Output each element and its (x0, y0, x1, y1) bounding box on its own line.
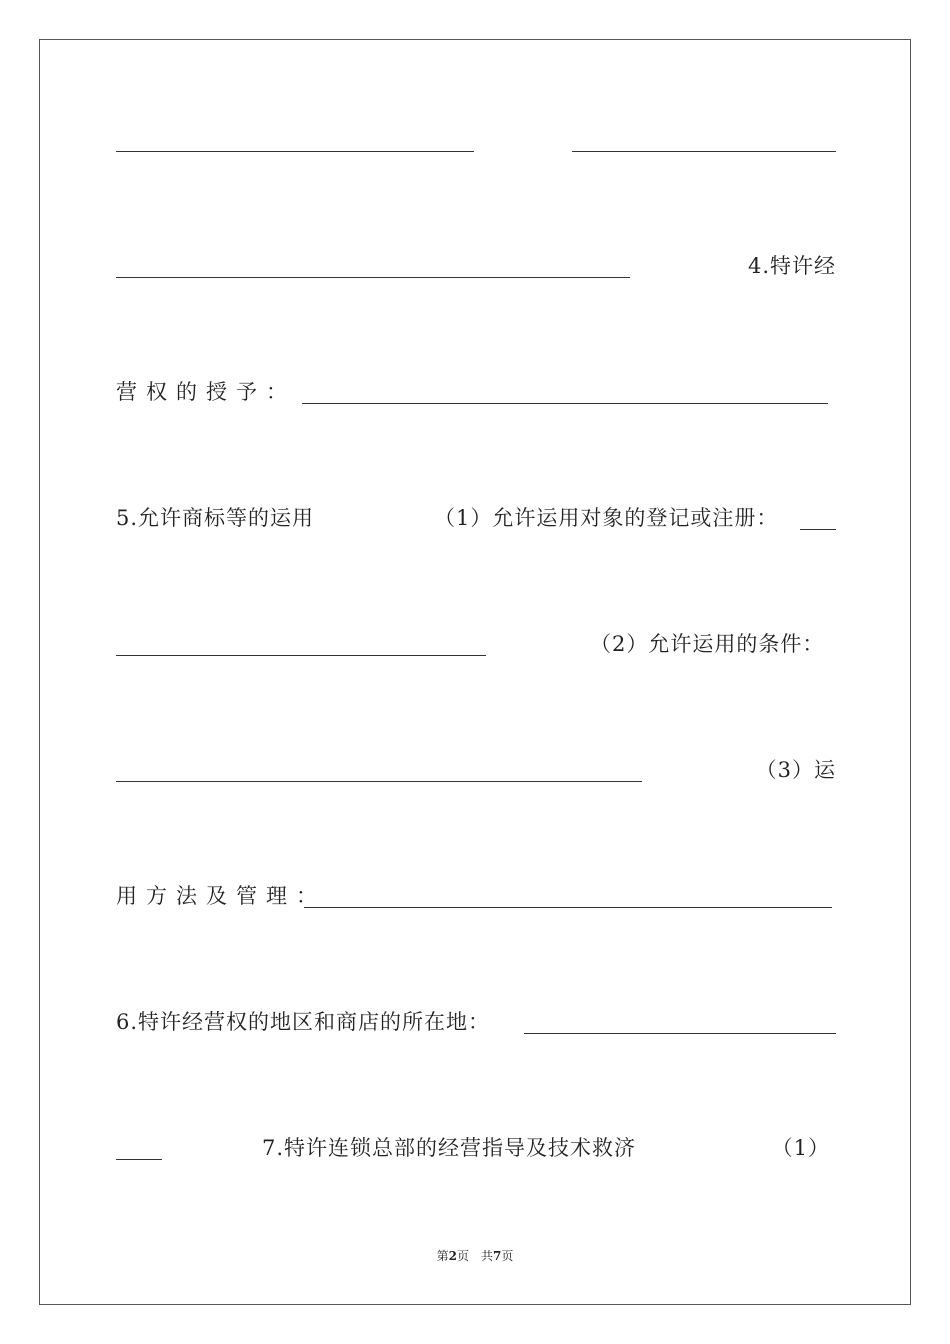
item-7-title: 7.特许连锁总部的经营指导及技术救济 (262, 1136, 637, 1160)
page-footer (0, 1247, 950, 1264)
fill-blank[interactable] (524, 1033, 836, 1034)
item-4-title: 4.特许经 (747, 254, 836, 278)
item-6-label: 6.特许经营权的地区和商店的所在地： (116, 1010, 491, 1034)
fill-blank[interactable] (800, 529, 836, 530)
page-suffix: 页 (501, 1249, 514, 1263)
form-line-1 (116, 126, 836, 160)
fill-blank[interactable] (116, 151, 474, 152)
fill-blank[interactable] (304, 907, 832, 908)
form-line-2 (116, 252, 836, 286)
page-border (39, 39, 911, 1305)
item-5-title: 5.允许商标等的运用 (116, 506, 315, 530)
item-4-label: 营权的授予： (116, 380, 296, 404)
form-line-5 (116, 630, 836, 664)
fill-blank[interactable] (116, 277, 630, 278)
page-total: 7 (493, 1249, 502, 1263)
fill-blank[interactable] (116, 1159, 162, 1160)
item-5-sub2-label: （2）允许运用的条件： (590, 632, 825, 656)
fill-blank[interactable] (572, 151, 836, 152)
page-number: 2 (448, 1249, 457, 1263)
form-line-6 (116, 756, 836, 790)
item-5-sub1-label: （1）允许运用对象的登记或注册： (434, 506, 779, 530)
item-5-sub3-label-cont: 用方法及管理： (116, 884, 326, 908)
form-line-3 (116, 378, 836, 412)
item-5-sub3-label: （3）运 (755, 758, 836, 782)
form-line-7 (116, 882, 836, 916)
page-mid: 页 共 (456, 1249, 493, 1263)
item-7-sub1-label: （1） (771, 1136, 830, 1160)
fill-blank[interactable] (116, 655, 486, 656)
form-line-4 (116, 504, 836, 538)
form-line-8 (116, 1008, 836, 1042)
page-prefix: 第 (436, 1249, 449, 1263)
fill-blank[interactable] (116, 781, 642, 782)
fill-blank[interactable] (302, 403, 828, 404)
form-line-9 (116, 1134, 836, 1168)
